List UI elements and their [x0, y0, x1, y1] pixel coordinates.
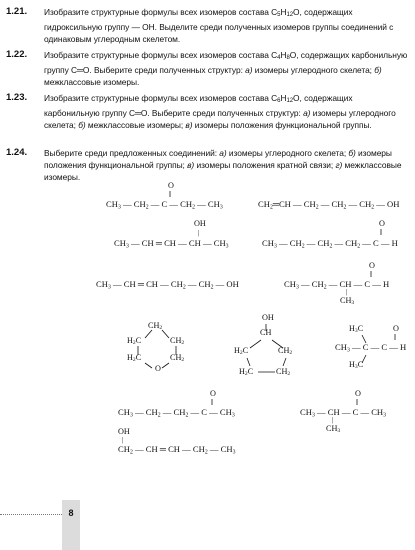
formula-2: $CH_2═CH$ — $CH_2$ — $CH_2$ — $CH_2$ — OH [258, 199, 400, 211]
formula-11-bond: | [332, 416, 334, 424]
oxane-oxygen: O [155, 364, 161, 373]
problem-number: 1.23. [6, 92, 28, 103]
oxane-c-right-dn: $CH_2$ [170, 353, 185, 364]
oxane-c-right-up: $CH_2$ [170, 336, 185, 347]
formula-9-double-bond: ‖ [394, 333, 397, 342]
formula-3-bond: | [198, 229, 200, 237]
formula-5: $CH_3$ — CH ═ CH — $CH_2$ — $CH_2$ — OH [96, 279, 239, 291]
formula-12-bond: | [122, 436, 124, 444]
formula-3-oh: OH [194, 219, 206, 228]
problem-text: Изобразите структурные формулы всех изомеров состава C6H12O, содержащих карбонильную группу C═O. Выберите среди полученных структур: а) изомеры углеродного скелета; б) межклассовые изомеры; в) изомеры положения функциональной группы. [44, 93, 396, 130]
problem-text: Изобразите структурные формулы всех изомеров состава C5H12O, содержащих гидроксильную группу — OH. Выделите среди полученных изомеров группы соединений с одинаковым углеродным скелетом. [44, 7, 394, 44]
formula-11: $CH_3$ — CH — C — $CH_3$ [300, 407, 387, 419]
problem-1-21 [6, 6, 410, 45]
formula-10-double-bond: ‖ [211, 398, 214, 407]
problem-1-24 [6, 147, 410, 183]
formula-12-oh: OH [118, 427, 130, 436]
oxane-c-left-dn: $H_2C$ [127, 353, 142, 364]
page-number: 8 [68, 508, 74, 518]
formula-9: $CH_3$ — C — C — H [335, 342, 407, 354]
formula-11-double-bond: ‖ [356, 398, 359, 407]
formula-11-methyl: $CH_3$ [326, 424, 341, 435]
formula-6-bond: | [346, 288, 348, 296]
problem-text: Выберите среди предложенных соединений: а) изомеры углеродного скелета; б) изомеры положения функциональной группы; в) изомеры положения кратной связи; г) межклассовые изомеры. [44, 148, 402, 182]
cyclopentanol-oh: OH [262, 313, 274, 322]
formula-4-double-bond: ‖ [380, 228, 383, 237]
formula-4: $CH_3$ — $CH_2$ — $CH_2$ — $CH_2$ — C — H [262, 238, 398, 250]
problem-text: Изобразите структурные формулы всех изомеров состава C4H8O, содержащих карбонильную группу C═O. Выберите среди полученных структур: а) изомеры углеродного скелета; б) межклассовые изомеры. [44, 50, 408, 87]
formula-9-methyl-top: $H_3C$ [349, 324, 364, 335]
problem-number: 1.22. [6, 49, 28, 60]
formula-6-oxygen: O [369, 261, 375, 270]
oxane-c-left-up: $H_2C$ [127, 336, 142, 347]
formula-11-oxygen: O [355, 389, 361, 398]
problem-1-22 [6, 49, 410, 88]
formula-1-oxygen: O [168, 181, 174, 190]
formula-1-double-bond: ‖ [169, 190, 172, 199]
oxane-c-top: $CH_2$ [148, 321, 163, 332]
footer-dotted-line [0, 514, 62, 515]
formula-6: $CH_3$ — $CH_2$ — CH — C — H [284, 279, 390, 291]
formula-9-oxygen: O [393, 324, 399, 333]
cyclopentanol-c-bl: $H_2C$ [239, 367, 254, 378]
formula-1: $CH_3$ — $CH_2$ — C — $CH_2$ — $CH_3$ [106, 199, 223, 211]
formula-9-methyl-bottom: $H_3C$ [349, 360, 364, 371]
formula-10: $CH_3$ — $CH_2$ — $CH_2$ — C — $CH_3$ [118, 407, 235, 419]
formula-3: $CH_3$ — CH ═ CH — CH — $CH_3$ [114, 238, 229, 250]
cyclopentanol-ch: CH [260, 328, 272, 337]
formula-12: $CH_2$ — CH ═ CH — $CH_2$ — $CH_3$ [118, 444, 236, 456]
formula-6-methyl: $CH_3$ [340, 296, 355, 307]
cyclopentanol-c-right: $CH_2$ [278, 346, 293, 357]
formula-4-oxygen: O [379, 219, 385, 228]
cyclopentanol-c-left: $H_2C$ [234, 346, 249, 357]
formula-6-double-bond: ‖ [370, 270, 373, 279]
problem-number: 1.24. [6, 147, 28, 158]
formula-10-oxygen: O [210, 389, 216, 398]
problem-number: 1.21. [6, 6, 28, 17]
problem-1-23 [6, 92, 410, 131]
cyclopentanol-c-br: $CH_2$ [276, 367, 291, 378]
